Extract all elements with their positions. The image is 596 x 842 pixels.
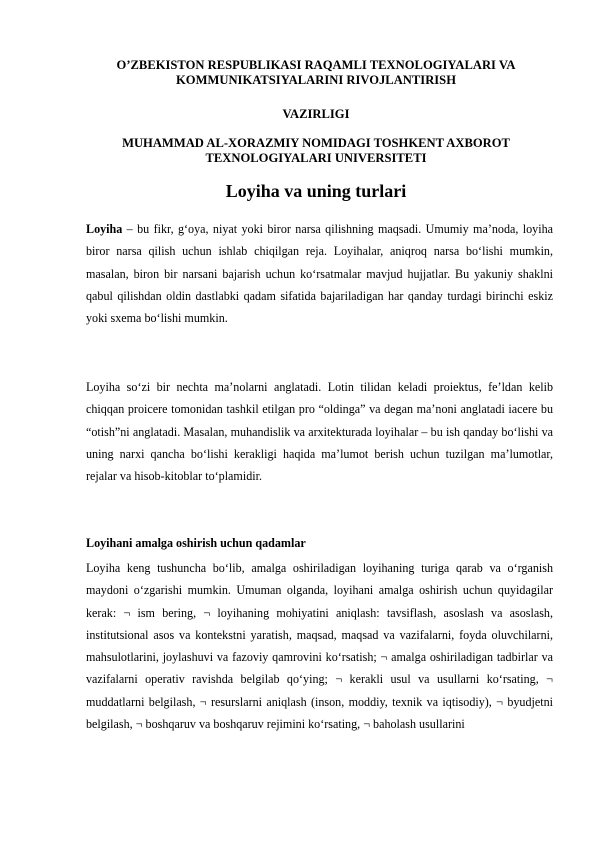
ministry-heading <box>80 58 552 88</box>
university-line-2: TEXNOLOGIYALARI UNIVERSITETI <box>205 151 427 165</box>
ministry-line-3: VAZIRLIGI <box>282 107 350 121</box>
paragraph-definition-text: – bu fikr, g‘oya, niyat yoki biror narsa qilishning maqsadi. Umumiy ma’noda, loyiha biror narsa qilish uchun ishlab chiqilgan reja. Loyihalar, aniqroq narsa bo‘lishi mumkin, masalan, biron bir narsani bajarish uchun ko‘rsatmalar mavjud hujjatlar. Bu yakuniy shaklni qabul qilishdan oldin dastlabki qadam sifatida bajariladigan har qanday turdagi birinchi eskiz yoki sxema bo‘lishi mumkin. <box>86 222 553 326</box>
ministry-line-1: O’ZBEKISTON RESPUBLIKASI RAQAMLI TEXNOLOGIYALARI VA <box>116 58 516 72</box>
paragraph-etymology: Loyiha so‘zi bir nechta ma’nolarni anglatadi. Lotin tilidan keladi proiektus, fe’ldan kelib chiqqan proicere tomonidan tashkil etilgan pro “oldinga” va degan ma’noni anglatadi iacere bu “otish”ni anglatadi. Masalan, muhandislik va arxitekturada loyihalar – bu ish qanday bo‘lishi va uning narxi qancha bo‘lishi kerakligi haqida ma’lumot berish uchun tuzilgan ma’lumotlar, rejalar va hisob-kitoblar to‘plamidir. <box>86 380 553 484</box>
university-heading <box>80 136 552 166</box>
loyiha-term: Loyiha <box>86 222 123 236</box>
document-title: Loyiha va uning turlari <box>225 181 407 201</box>
ministry-line-2: KOMMUNIKATSIYALARINI RIVOJLANTIRISH <box>175 73 456 87</box>
section-heading: Loyihani amalga oshirish uchun qadamlar <box>86 536 306 550</box>
paragraph-steps: Loyiha keng tushuncha bo‘lib, amalga oshiriladigan loyihaning turiga qarab va o‘rganish maydoni o‘zgarishi mumkin. Umuman olganda, loyihani amalga oshirish uchun quyidagilar kerak: ¬ ism bering, ¬ loyihaning mohiyatini aniqlash: tavsiflash, asoslash va asoslash, institutsional asos va kontekstni yaratish, maqsad, maqsad va vazifalarni, foyda oluvchilarni, mahsulotlarini, joylashuvi va fazoviy qamrovini ko‘rsatish; ¬ amalga oshiriladigan tadbirlar va vazifalarni operativ ravishda belgilab qo‘ying; ¬ kerakli usul va usullarni ko‘rsating, ¬ muddatlarni belgilash, ¬ resurslarni aniqlash (inson, moddiy, texnik va iqtisodiy), ¬ byudjetni belgilash, ¬ boshqaruv va boshqaruv rejimini ko‘rsating, ¬ baholash usullarini <box>86 561 553 732</box>
university-line-1: MUHAMMAD AL-XORAZMIY NOMIDAGI TOSHKENT AXBOROT <box>122 136 510 150</box>
paragraph-definition <box>86 218 553 329</box>
